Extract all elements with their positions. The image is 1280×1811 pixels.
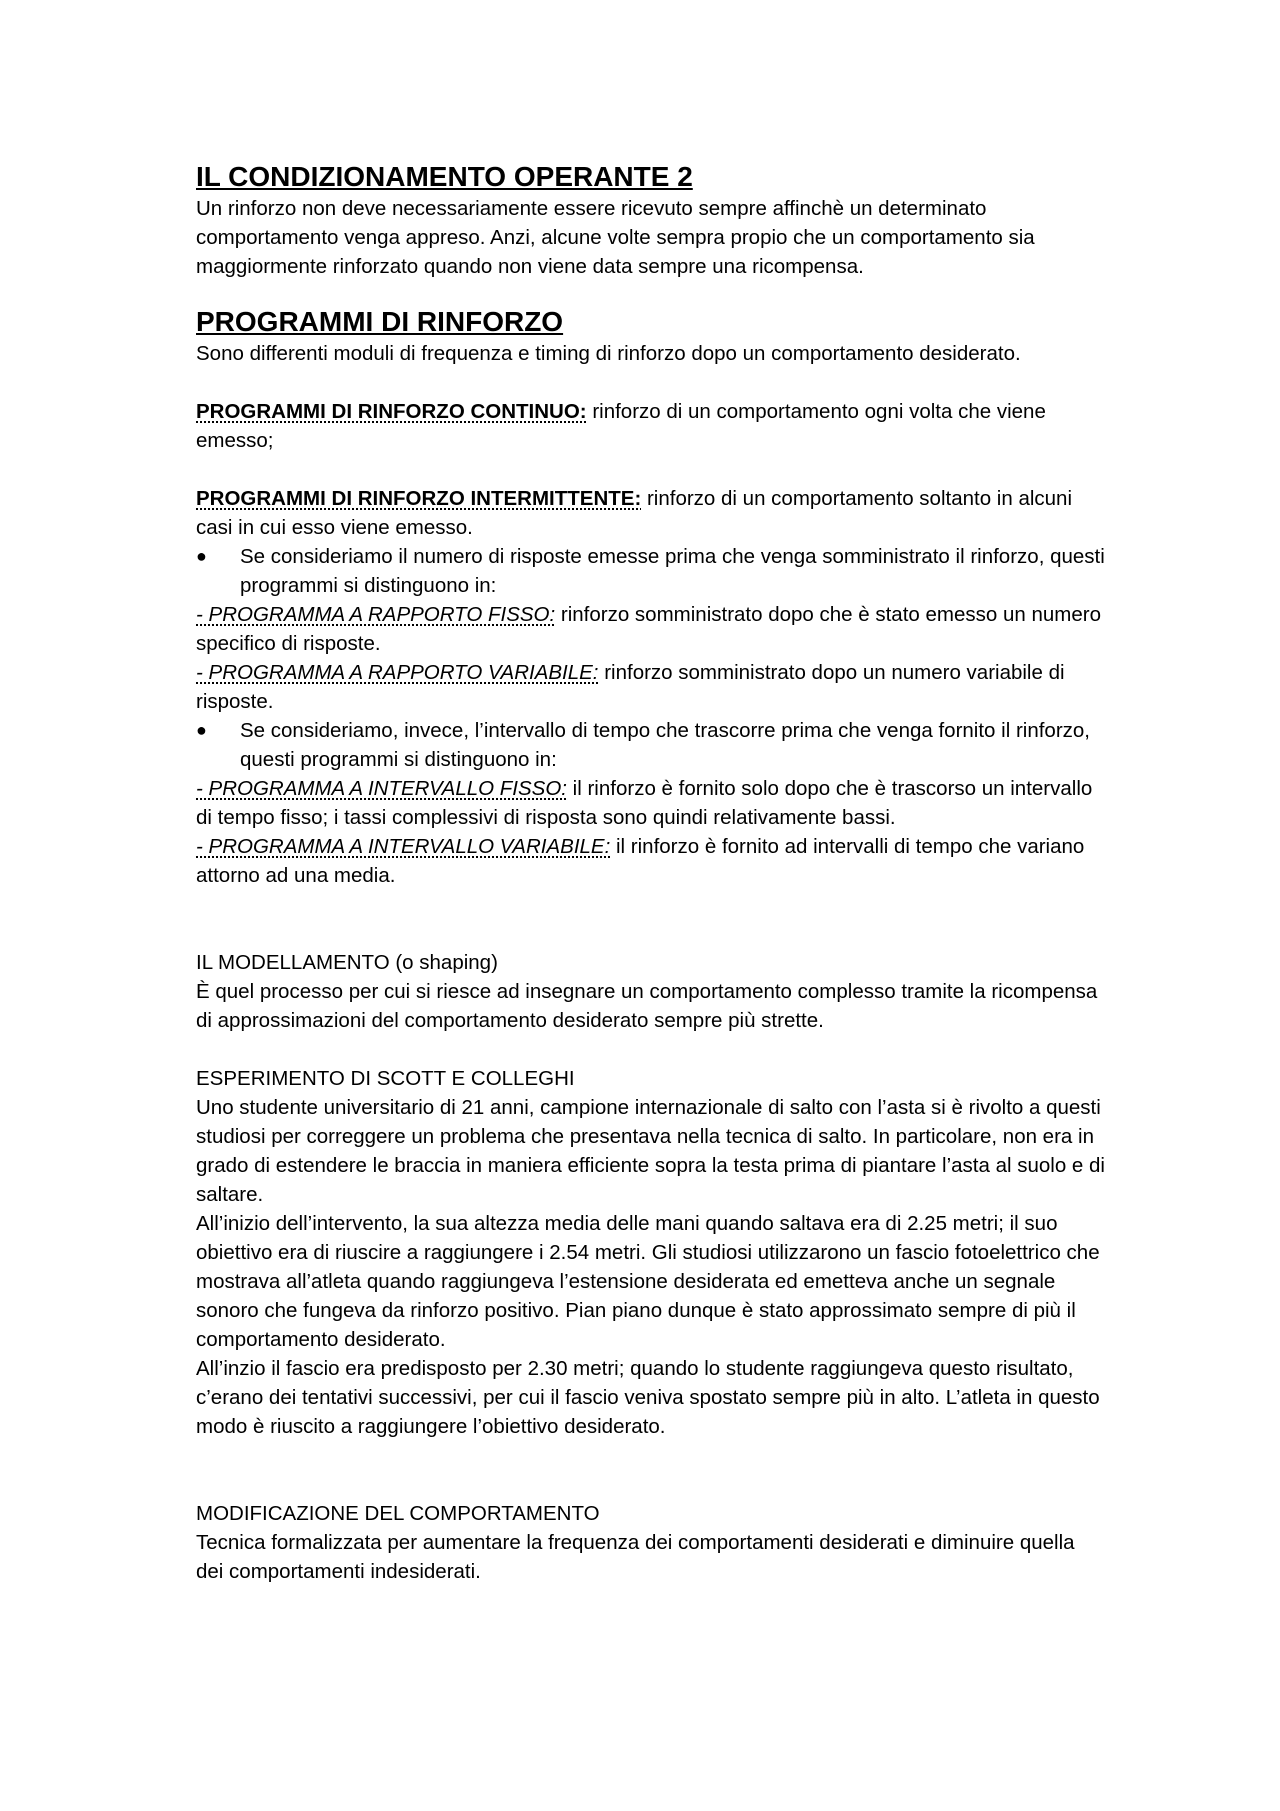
intro-paragraph: Un rinforzo non deve necessariamente essere ricevuto sempre affinchè un determinato comportamento venga appreso. Anzi, alcune volte sempra propio che un comportamento sia maggiormente rinforzato quando non viene data sempre una ricompensa. <box>196 197 1035 278</box>
fixed-ratio-text: rinforzo somministrato dopo che è stato emesso un numero specifico di risposte. <box>196 603 1101 655</box>
fixed-interval-text: il rinforzo è fornito solo dopo che è trascorso un intervallo di tempo fisso; i tassi complessivi di risposta sono quindi relativamente bassi. <box>196 777 1093 829</box>
intermittent-program-paragraph <box>196 484 1106 542</box>
fixed-interval-paragraph <box>196 774 1106 832</box>
fixed-interval-term: - PROGRAMMA A INTERVALLO FISSO: <box>196 777 567 800</box>
intermittent-program-text: rinforzo di un comportamento soltanto in alcuni casi in cui esso viene emesso. <box>196 487 1073 539</box>
behavior-modification-paragraph: Tecnica formalizzata per aumentare la frequenza dei comportamenti desiderati e diminuire quella dei comportamenti indesiderati. <box>196 1531 1075 1583</box>
continuous-program-term: PROGRAMMI DI RINFORZO CONTINUO: <box>196 400 587 423</box>
continuous-program-text: rinforzo di un comportamento ogni volta che viene emesso; <box>196 400 1046 452</box>
section-title-reinforcement-programs: PROGRAMMI DI RINFORZO <box>196 306 564 337</box>
shaping-heading: IL MODELLAMENTO (o shaping) <box>196 951 498 974</box>
behavior-modification-heading: MODIFICAZIONE DEL COMPORTAMENTO <box>196 1502 600 1525</box>
section-title-operant-conditioning: IL CONDIZIONAMENTO OPERANTE 2 <box>196 161 693 192</box>
fixed-ratio-paragraph <box>196 600 1106 658</box>
document-page <box>196 160 1106 1586</box>
variable-interval-term: - PROGRAMMA A INTERVALLO VARIABILE: <box>196 835 611 858</box>
bullet-text: Se consideriamo, invece, l’intervallo di tempo che trascorre prima che venga fornito il rinforzo, questi programmi si distinguono in: <box>240 719 1090 771</box>
variable-ratio-text: rinforzo somministrato dopo un numero variabile di risposte. <box>196 661 1065 713</box>
bullet-text: Se consideriamo il numero di risposte emesse prima che venga somministrato il rinforzo, questi programmi si distinguono in: <box>240 545 1105 597</box>
bullet-item-responses <box>196 542 1106 600</box>
fixed-ratio-term: - PROGRAMMA A RAPPORTO FISSO: <box>196 603 556 626</box>
variable-ratio-paragraph <box>196 658 1106 716</box>
bullet-item-interval <box>196 716 1106 774</box>
intermittent-program-term: PROGRAMMI DI RINFORZO INTERMITTENTE: <box>196 487 642 510</box>
shaping-paragraph: È quel processo per cui si riesce ad insegnare un comportamento complesso tramite la ricompensa di approssimazioni del comportamento desiderato sempre più strette. <box>196 980 1098 1032</box>
scott-paragraph-3: All’inzio il fascio era predisposto per 2.30 metri; quando lo studente raggiungeva questo risultato, c’erano dei tentativi successivi, per cui il fascio veniva spostato sempre più in alto. L’atleta in questo modo è riuscito a raggiungere l’obiettivo desiderato. <box>196 1357 1100 1438</box>
continuous-program-paragraph <box>196 397 1106 455</box>
variable-ratio-term: - PROGRAMMA A RAPPORTO VARIABILE: <box>196 661 599 684</box>
programs-intro-paragraph: Sono differenti moduli di frequenza e timing di rinforzo dopo un comportamento desiderato. <box>196 342 1021 365</box>
scott-paragraph-1: Uno studente universitario di 21 anni, campione internazionale di salto con l’asta si è rivolto a questi studiosi per correggere un problema che presentava nella tecnica di salto. In particolare, non era in grado di estendere le braccia in maniera efficiente sopra la testa prima di piantare l’asta al suolo e di saltare. <box>196 1096 1105 1206</box>
variable-interval-paragraph <box>196 832 1106 890</box>
variable-interval-text: il rinforzo è fornito ad intervalli di tempo che variano attorno ad una media. <box>196 835 1085 887</box>
bullet-dot-icon: ● <box>196 546 207 566</box>
bullet-dot-icon: ● <box>196 720 207 740</box>
scott-paragraph-2: All’inizio dell’intervento, la sua altezza media delle mani quando saltava era di 2.25 metri; il suo obiettivo era di riuscire a raggiungere i 2.54 metri. Gli studiosi utilizzarono un fascio fotoelettrico che mostrava all’atleta quando raggiungeva l’estensione desiderata ed emetteva anche un segnale sonoro che fungeva da rinforzo positivo. Pian piano dunque è stato approssimato sempre di più il comportamento desiderato. <box>196 1212 1100 1351</box>
scott-experiment-heading: ESPERIMENTO DI SCOTT E COLLEGHI <box>196 1067 575 1090</box>
